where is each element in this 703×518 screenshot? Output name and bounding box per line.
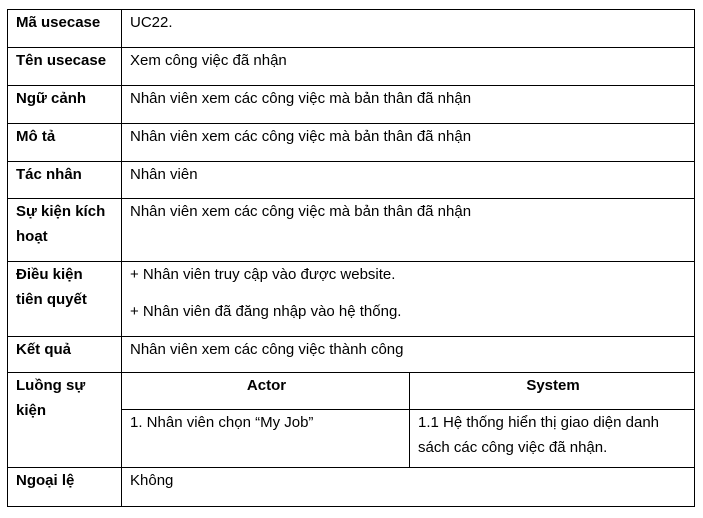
row-su-kien-kich-hoat bbox=[8, 199, 695, 262]
label-mo-ta: Mô tả bbox=[8, 124, 122, 162]
row-ngu-canh bbox=[8, 86, 695, 124]
value-ngu-canh: Nhân viên xem các công việc mà bản thân đã nhận bbox=[122, 86, 695, 124]
label-su-kien-kich-hoat-line2: hoạt bbox=[16, 228, 48, 245]
value-ten-usecase: Xem công việc đã nhận bbox=[122, 48, 695, 86]
label-ngoai-le: Ngoại lệ bbox=[8, 468, 122, 507]
value-ngoai-le: Không bbox=[122, 468, 695, 507]
row-luong-su-kien-header bbox=[8, 373, 695, 410]
value-tac-nhan: Nhân viên bbox=[122, 162, 695, 199]
label-ten-usecase: Tên usecase bbox=[8, 48, 122, 86]
value-ma-usecase: UC22. bbox=[122, 10, 695, 48]
row-ten-usecase bbox=[8, 48, 695, 86]
precondition-item: + Nhân viên đã đăng nhập vào hệ thống. bbox=[130, 303, 402, 320]
actor-step: 1. Nhân viên chọn “My Job” bbox=[122, 410, 410, 468]
row-ma-usecase bbox=[8, 10, 695, 48]
label-su-kien-kich-hoat bbox=[8, 199, 122, 262]
label-su-kien-kich-hoat-line1: Sự kiện kích bbox=[16, 203, 106, 220]
label-ngu-canh: Ngữ cảnh bbox=[8, 86, 122, 124]
value-ket-qua: Nhân viên xem các công việc thành công bbox=[122, 337, 695, 373]
value-su-kien-kich-hoat: Nhân viên xem các công việc mà bản thân đã nhận bbox=[122, 199, 695, 262]
label-dieu-kien-line1: Điều kiện bbox=[16, 266, 83, 283]
label-luong-su-kien-line2: kiện bbox=[16, 402, 47, 419]
row-mo-ta bbox=[8, 124, 695, 162]
label-luong-su-kien bbox=[8, 373, 122, 468]
label-dieu-kien-tien-quyet bbox=[8, 262, 122, 337]
row-tac-nhan bbox=[8, 162, 695, 199]
label-tac-nhan: Tác nhân bbox=[8, 162, 122, 199]
column-header-system: System bbox=[410, 373, 695, 410]
value-mo-ta: Nhân viên xem các công việc mà bản thân đã nhận bbox=[122, 124, 695, 162]
system-step: 1.1 Hệ thống hiển thị giao diện danh sách các công việc đã nhận. bbox=[410, 410, 695, 468]
label-dieu-kien-line2: tiên quyết bbox=[16, 291, 87, 308]
row-ket-qua bbox=[8, 337, 695, 373]
precondition-item: + Nhân viên truy cập vào được website. bbox=[130, 266, 396, 283]
row-ngoai-le bbox=[8, 468, 695, 507]
label-ma-usecase: Mã usecase bbox=[8, 10, 122, 48]
column-header-actor: Actor bbox=[122, 373, 410, 410]
label-luong-su-kien-line1: Luồng sự bbox=[16, 377, 86, 394]
label-ket-qua: Kết quả bbox=[8, 337, 122, 373]
row-dieu-kien-tien-quyet bbox=[8, 262, 695, 337]
value-dieu-kien-tien-quyet bbox=[122, 262, 695, 337]
usecase-table bbox=[7, 9, 695, 507]
